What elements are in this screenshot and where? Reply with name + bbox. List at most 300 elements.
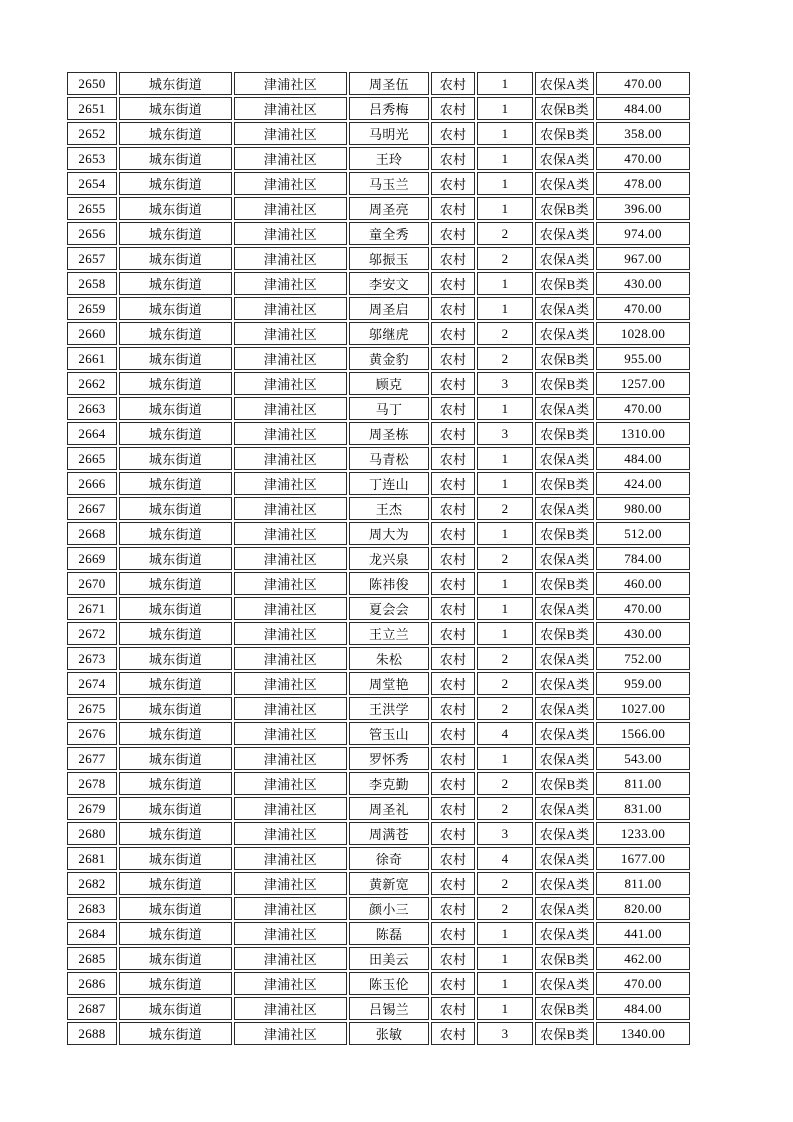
cell-person-name: 周圣礼 [349, 797, 429, 820]
table-row [67, 847, 690, 870]
cell-residence-type: 农村 [431, 947, 475, 970]
cell-insurance-category: 农保A类 [535, 797, 594, 820]
cell-community: 津浦社区 [234, 472, 347, 495]
table-row [67, 897, 690, 920]
cell-insurance-category: 农保A类 [535, 872, 594, 895]
cell-street: 城东街道 [119, 972, 232, 995]
cell-insurance-category: 农保A类 [535, 147, 594, 170]
cell-residence-type: 农村 [431, 122, 475, 145]
table-row [67, 122, 690, 145]
cell-community: 津浦社区 [234, 522, 347, 545]
cell-residence-type: 农村 [431, 647, 475, 670]
cell-street: 城东街道 [119, 872, 232, 895]
cell-amount: 1566.00 [596, 722, 690, 745]
cell-amount: 831.00 [596, 797, 690, 820]
cell-row-number: 2683 [67, 897, 117, 920]
cell-residence-type: 农村 [431, 97, 475, 120]
cell-community: 津浦社区 [234, 247, 347, 270]
cell-amount: 967.00 [596, 247, 690, 270]
cell-community: 津浦社区 [234, 747, 347, 770]
cell-person-name: 黄新宽 [349, 872, 429, 895]
cell-community: 津浦社区 [234, 372, 347, 395]
cell-person-name: 周圣栋 [349, 422, 429, 445]
cell-amount: 424.00 [596, 472, 690, 495]
cell-amount: 484.00 [596, 97, 690, 120]
cell-person-count: 1 [477, 972, 533, 995]
cell-street: 城东街道 [119, 197, 232, 220]
cell-insurance-category: 农保A类 [535, 722, 594, 745]
cell-person-name: 朱松 [349, 647, 429, 670]
cell-person-name: 周满苍 [349, 822, 429, 845]
cell-person-count: 3 [477, 1022, 533, 1045]
table-row [67, 372, 690, 395]
cell-community: 津浦社区 [234, 147, 347, 170]
cell-insurance-category: 农保B类 [535, 772, 594, 795]
cell-person-count: 1 [477, 297, 533, 320]
cell-community: 津浦社区 [234, 597, 347, 620]
cell-community: 津浦社区 [234, 672, 347, 695]
table-row [67, 347, 690, 370]
cell-residence-type: 农村 [431, 697, 475, 720]
cell-amount: 1233.00 [596, 822, 690, 845]
cell-person-count: 2 [477, 797, 533, 820]
cell-street: 城东街道 [119, 522, 232, 545]
cell-residence-type: 农村 [431, 797, 475, 820]
cell-street: 城东街道 [119, 447, 232, 470]
cell-insurance-category: 农保A类 [535, 222, 594, 245]
cell-community: 津浦社区 [234, 872, 347, 895]
cell-insurance-category: 农保B类 [535, 1022, 594, 1045]
table-row [67, 522, 690, 545]
cell-amount: 1310.00 [596, 422, 690, 445]
cell-person-count: 2 [477, 772, 533, 795]
cell-amount: 484.00 [596, 997, 690, 1020]
table-row [67, 297, 690, 320]
cell-insurance-category: 农保A类 [535, 72, 594, 95]
cell-insurance-category: 农保A类 [535, 847, 594, 870]
cell-person-name: 陈祎俊 [349, 572, 429, 595]
cell-community: 津浦社区 [234, 197, 347, 220]
table-row [67, 572, 690, 595]
cell-person-name: 马丁 [349, 397, 429, 420]
cell-residence-type: 农村 [431, 772, 475, 795]
table-row [67, 647, 690, 670]
cell-insurance-category: 农保B类 [535, 372, 594, 395]
cell-person-count: 1 [477, 172, 533, 195]
cell-street: 城东街道 [119, 897, 232, 920]
cell-person-count: 3 [477, 372, 533, 395]
table-row [67, 247, 690, 270]
cell-residence-type: 农村 [431, 197, 475, 220]
cell-row-number: 2666 [67, 472, 117, 495]
cell-street: 城东街道 [119, 547, 232, 570]
cell-residence-type: 农村 [431, 347, 475, 370]
cell-person-count: 2 [477, 222, 533, 245]
cell-insurance-category: 农保B类 [535, 422, 594, 445]
cell-street: 城东街道 [119, 597, 232, 620]
cell-person-count: 1 [477, 122, 533, 145]
table-row [67, 672, 690, 695]
table-row [67, 772, 690, 795]
cell-amount: 430.00 [596, 622, 690, 645]
cell-insurance-category: 农保A类 [535, 922, 594, 945]
cell-amount: 441.00 [596, 922, 690, 945]
cell-community: 津浦社区 [234, 722, 347, 745]
roster-table [65, 70, 692, 1047]
cell-person-count: 1 [477, 922, 533, 945]
cell-residence-type: 农村 [431, 622, 475, 645]
cell-community: 津浦社区 [234, 122, 347, 145]
cell-community: 津浦社区 [234, 72, 347, 95]
cell-row-number: 2651 [67, 97, 117, 120]
cell-residence-type: 农村 [431, 722, 475, 745]
cell-community: 津浦社区 [234, 647, 347, 670]
cell-amount: 1257.00 [596, 372, 690, 395]
cell-person-count: 2 [477, 872, 533, 895]
table-row [67, 722, 690, 745]
cell-person-name: 马明光 [349, 122, 429, 145]
cell-person-name: 管玉山 [349, 722, 429, 745]
cell-street: 城东街道 [119, 722, 232, 745]
cell-person-name: 颜小三 [349, 897, 429, 920]
cell-residence-type: 农村 [431, 422, 475, 445]
cell-row-number: 2668 [67, 522, 117, 545]
cell-street: 城东街道 [119, 397, 232, 420]
cell-street: 城东街道 [119, 472, 232, 495]
cell-person-name: 王立兰 [349, 622, 429, 645]
cell-insurance-category: 农保A类 [535, 747, 594, 770]
cell-person-count: 4 [477, 847, 533, 870]
cell-person-name: 周圣启 [349, 297, 429, 320]
cell-insurance-category: 农保B类 [535, 947, 594, 970]
cell-insurance-category: 农保A类 [535, 822, 594, 845]
table-row [67, 922, 690, 945]
cell-community: 津浦社区 [234, 347, 347, 370]
cell-person-name: 马玉兰 [349, 172, 429, 195]
cell-person-count: 4 [477, 722, 533, 745]
cell-insurance-category: 农保B类 [535, 622, 594, 645]
cell-amount: 470.00 [596, 147, 690, 170]
table-row [67, 547, 690, 570]
table-row [67, 622, 690, 645]
cell-insurance-category: 农保A类 [535, 322, 594, 345]
cell-person-count: 1 [477, 72, 533, 95]
cell-street: 城东街道 [119, 922, 232, 945]
cell-amount: 811.00 [596, 872, 690, 895]
cell-person-name: 丁连山 [349, 472, 429, 495]
cell-amount: 955.00 [596, 347, 690, 370]
cell-insurance-category: 农保A类 [535, 647, 594, 670]
cell-person-name: 周堂艳 [349, 672, 429, 695]
cell-residence-type: 农村 [431, 247, 475, 270]
cell-residence-type: 农村 [431, 297, 475, 320]
cell-amount: 512.00 [596, 522, 690, 545]
cell-person-name: 夏会会 [349, 597, 429, 620]
cell-person-name: 罗怀秀 [349, 747, 429, 770]
cell-amount: 811.00 [596, 772, 690, 795]
table-row [67, 1022, 690, 1045]
cell-row-number: 2684 [67, 922, 117, 945]
cell-row-number: 2657 [67, 247, 117, 270]
cell-row-number: 2654 [67, 172, 117, 195]
cell-residence-type: 农村 [431, 172, 475, 195]
cell-insurance-category: 农保B类 [535, 522, 594, 545]
table-row [67, 497, 690, 520]
cell-insurance-category: 农保B类 [535, 347, 594, 370]
cell-row-number: 2675 [67, 697, 117, 720]
cell-residence-type: 农村 [431, 822, 475, 845]
table-row [67, 72, 690, 95]
cell-person-name: 吕锡兰 [349, 997, 429, 1020]
cell-residence-type: 农村 [431, 147, 475, 170]
cell-row-number: 2652 [67, 122, 117, 145]
cell-street: 城东街道 [119, 72, 232, 95]
cell-residence-type: 农村 [431, 1022, 475, 1045]
cell-insurance-category: 农保A类 [535, 172, 594, 195]
cell-person-name: 李克勤 [349, 772, 429, 795]
cell-residence-type: 农村 [431, 672, 475, 695]
cell-street: 城东街道 [119, 272, 232, 295]
cell-person-name: 田美云 [349, 947, 429, 970]
cell-amount: 470.00 [596, 297, 690, 320]
cell-community: 津浦社区 [234, 897, 347, 920]
cell-street: 城东街道 [119, 697, 232, 720]
cell-street: 城东街道 [119, 822, 232, 845]
cell-community: 津浦社区 [234, 772, 347, 795]
cell-community: 津浦社区 [234, 397, 347, 420]
table-row [67, 422, 690, 445]
cell-person-count: 1 [477, 272, 533, 295]
cell-insurance-category: 农保B类 [535, 97, 594, 120]
cell-person-name: 马青松 [349, 447, 429, 470]
cell-street: 城东街道 [119, 772, 232, 795]
cell-community: 津浦社区 [234, 972, 347, 995]
table-row [67, 147, 690, 170]
table-row [67, 222, 690, 245]
cell-person-count: 1 [477, 572, 533, 595]
cell-insurance-category: 农保B类 [535, 197, 594, 220]
cell-person-name: 童全秀 [349, 222, 429, 245]
cell-insurance-category: 农保A类 [535, 447, 594, 470]
cell-row-number: 2680 [67, 822, 117, 845]
cell-person-count: 1 [477, 747, 533, 770]
cell-person-name: 李安文 [349, 272, 429, 295]
cell-person-count: 1 [477, 522, 533, 545]
cell-residence-type: 农村 [431, 272, 475, 295]
cell-person-name: 龙兴泉 [349, 547, 429, 570]
cell-person-count: 2 [477, 247, 533, 270]
cell-person-name: 王玲 [349, 147, 429, 170]
cell-street: 城东街道 [119, 1022, 232, 1045]
cell-person-count: 1 [477, 597, 533, 620]
table-row [67, 97, 690, 120]
cell-person-count: 2 [477, 697, 533, 720]
cell-residence-type: 农村 [431, 997, 475, 1020]
cell-person-count: 1 [477, 472, 533, 495]
cell-person-name: 吕秀梅 [349, 97, 429, 120]
table-row [67, 747, 690, 770]
table-row [67, 272, 690, 295]
cell-street: 城东街道 [119, 797, 232, 820]
table-row [67, 472, 690, 495]
cell-amount: 1340.00 [596, 1022, 690, 1045]
cell-residence-type: 农村 [431, 372, 475, 395]
cell-community: 津浦社区 [234, 497, 347, 520]
table-row [67, 172, 690, 195]
cell-residence-type: 农村 [431, 747, 475, 770]
cell-person-count: 1 [477, 397, 533, 420]
cell-row-number: 2663 [67, 397, 117, 420]
cell-row-number: 2676 [67, 722, 117, 745]
table-row [67, 797, 690, 820]
cell-person-name: 陈磊 [349, 922, 429, 945]
cell-amount: 820.00 [596, 897, 690, 920]
cell-person-name: 周大为 [349, 522, 429, 545]
cell-amount: 784.00 [596, 547, 690, 570]
cell-community: 津浦社区 [234, 447, 347, 470]
cell-residence-type: 农村 [431, 897, 475, 920]
cell-street: 城东街道 [119, 672, 232, 695]
cell-insurance-category: 农保A类 [535, 672, 594, 695]
cell-residence-type: 农村 [431, 222, 475, 245]
table-row [67, 822, 690, 845]
cell-person-count: 1 [477, 147, 533, 170]
cell-person-count: 2 [477, 547, 533, 570]
cell-row-number: 2688 [67, 1022, 117, 1045]
cell-row-number: 2678 [67, 772, 117, 795]
cell-row-number: 2677 [67, 747, 117, 770]
table-row [67, 972, 690, 995]
cell-person-count: 1 [477, 997, 533, 1020]
cell-person-name: 陈玉伦 [349, 972, 429, 995]
table-row [67, 872, 690, 895]
cell-residence-type: 农村 [431, 472, 475, 495]
cell-person-count: 1 [477, 447, 533, 470]
cell-row-number: 2661 [67, 347, 117, 370]
cell-amount: 460.00 [596, 572, 690, 595]
cell-amount: 470.00 [596, 972, 690, 995]
cell-amount: 980.00 [596, 497, 690, 520]
cell-street: 城东街道 [119, 622, 232, 645]
cell-street: 城东街道 [119, 247, 232, 270]
cell-person-count: 3 [477, 422, 533, 445]
cell-insurance-category: 农保A类 [535, 397, 594, 420]
cell-residence-type: 农村 [431, 597, 475, 620]
cell-street: 城东街道 [119, 172, 232, 195]
cell-row-number: 2653 [67, 147, 117, 170]
cell-community: 津浦社区 [234, 622, 347, 645]
cell-amount: 752.00 [596, 647, 690, 670]
cell-insurance-category: 农保A类 [535, 697, 594, 720]
cell-amount: 478.00 [596, 172, 690, 195]
cell-row-number: 2671 [67, 597, 117, 620]
cell-person-count: 3 [477, 822, 533, 845]
cell-street: 城东街道 [119, 847, 232, 870]
cell-person-count: 1 [477, 947, 533, 970]
roster-table-body [67, 72, 690, 1045]
cell-community: 津浦社区 [234, 572, 347, 595]
table-row [67, 997, 690, 1020]
cell-person-name: 周圣伍 [349, 72, 429, 95]
cell-residence-type: 农村 [431, 72, 475, 95]
cell-amount: 484.00 [596, 447, 690, 470]
cell-person-name: 王杰 [349, 497, 429, 520]
cell-amount: 470.00 [596, 397, 690, 420]
cell-street: 城东街道 [119, 347, 232, 370]
cell-row-number: 2662 [67, 372, 117, 395]
cell-amount: 1028.00 [596, 322, 690, 345]
cell-row-number: 2686 [67, 972, 117, 995]
cell-amount: 462.00 [596, 947, 690, 970]
table-row [67, 397, 690, 420]
cell-street: 城东街道 [119, 97, 232, 120]
cell-street: 城东街道 [119, 297, 232, 320]
cell-row-number: 2660 [67, 322, 117, 345]
cell-amount: 974.00 [596, 222, 690, 245]
cell-community: 津浦社区 [234, 822, 347, 845]
cell-amount: 470.00 [596, 72, 690, 95]
cell-community: 津浦社区 [234, 272, 347, 295]
cell-community: 津浦社区 [234, 322, 347, 345]
cell-person-name: 周圣亮 [349, 197, 429, 220]
cell-residence-type: 农村 [431, 572, 475, 595]
cell-row-number: 2679 [67, 797, 117, 820]
cell-community: 津浦社区 [234, 997, 347, 1020]
cell-row-number: 2670 [67, 572, 117, 595]
cell-row-number: 2659 [67, 297, 117, 320]
cell-insurance-category: 农保A类 [535, 497, 594, 520]
cell-person-name: 王洪学 [349, 697, 429, 720]
cell-insurance-category: 农保A类 [535, 897, 594, 920]
cell-community: 津浦社区 [234, 847, 347, 870]
cell-street: 城东街道 [119, 647, 232, 670]
cell-residence-type: 农村 [431, 497, 475, 520]
cell-row-number: 2655 [67, 197, 117, 220]
cell-person-count: 2 [477, 647, 533, 670]
cell-residence-type: 农村 [431, 447, 475, 470]
cell-row-number: 2673 [67, 647, 117, 670]
cell-community: 津浦社区 [234, 947, 347, 970]
cell-residence-type: 农村 [431, 397, 475, 420]
cell-insurance-category: 农保B类 [535, 997, 594, 1020]
cell-row-number: 2665 [67, 447, 117, 470]
cell-insurance-category: 农保B类 [535, 122, 594, 145]
cell-row-number: 2664 [67, 422, 117, 445]
cell-amount: 1677.00 [596, 847, 690, 870]
cell-person-name: 黄金豹 [349, 347, 429, 370]
cell-amount: 1027.00 [596, 697, 690, 720]
cell-person-count: 2 [477, 347, 533, 370]
cell-row-number: 2674 [67, 672, 117, 695]
table-row [67, 197, 690, 220]
cell-residence-type: 农村 [431, 847, 475, 870]
cell-row-number: 2685 [67, 947, 117, 970]
cell-row-number: 2667 [67, 497, 117, 520]
cell-person-name: 邬振玉 [349, 247, 429, 270]
cell-amount: 543.00 [596, 747, 690, 770]
cell-row-number: 2672 [67, 622, 117, 645]
cell-community: 津浦社区 [234, 922, 347, 945]
cell-person-name: 徐奇 [349, 847, 429, 870]
cell-street: 城东街道 [119, 322, 232, 345]
cell-community: 津浦社区 [234, 172, 347, 195]
cell-street: 城东街道 [119, 947, 232, 970]
cell-person-count: 1 [477, 97, 533, 120]
cell-street: 城东街道 [119, 122, 232, 145]
cell-amount: 396.00 [596, 197, 690, 220]
cell-community: 津浦社区 [234, 222, 347, 245]
cell-row-number: 2669 [67, 547, 117, 570]
